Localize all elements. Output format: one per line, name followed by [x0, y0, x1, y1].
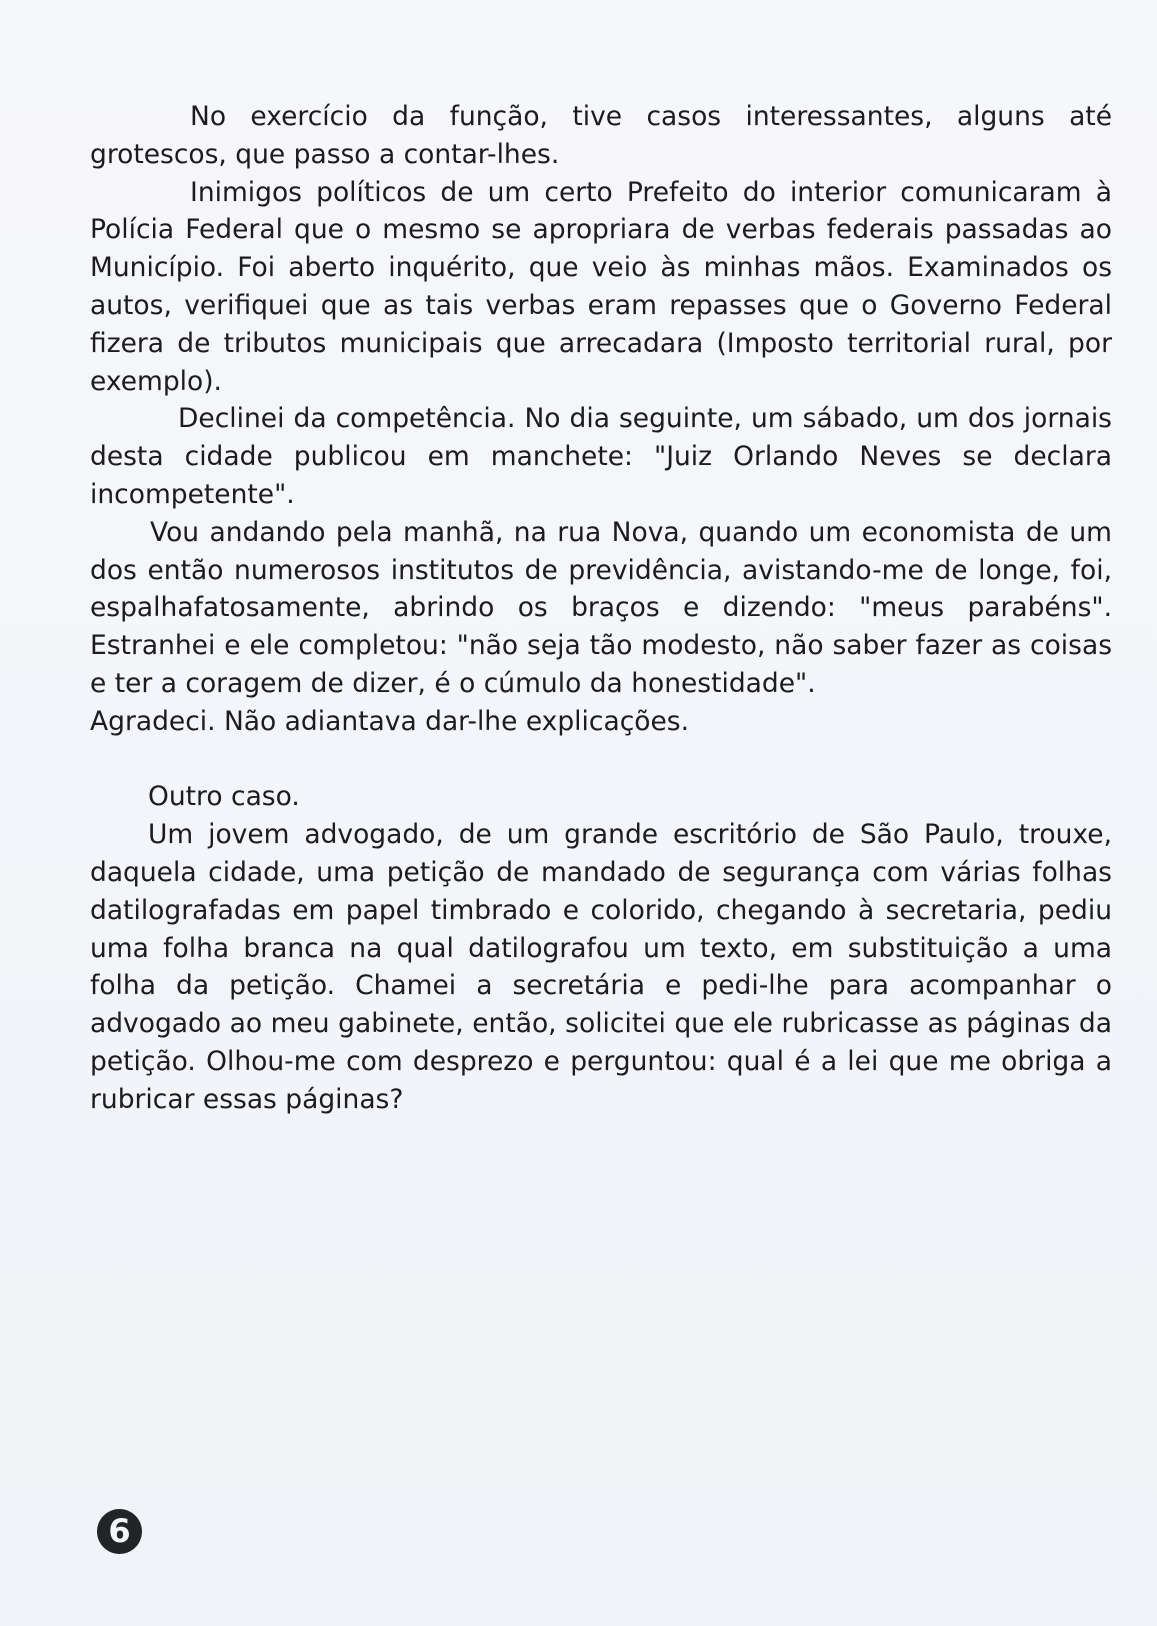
body-text	[90, 98, 1112, 1119]
paragraph-5: Agradeci. Não adiantava dar-lhe explicações.	[90, 705, 690, 737]
page-number-badge: 6	[97, 1509, 142, 1554]
paragraph-spacer	[90, 741, 1112, 779]
paragraph-3: Declinei da competência. No dia seguinte, um sábado, um dos jornais desta cidade publicou em manchete: "Juiz Orlando Neves se declara incompetente".	[90, 403, 1112, 510]
paragraph-4: Vou andando pela manhã, na rua Nova, quando um economista de um dos então numerosos institutos de previdência, avistando-me de longe, foi, espalhafatosamente, abrindo os braços e dizendo: "meus parabéns". Estranhei e ele completou: "não seja tão modesto, não saber fazer as coisas e ter a coragem de dizer, é o cúmulo da honestidade".	[90, 516, 1112, 699]
paragraph-7: Um jovem advogado, de um grande escritório de São Paulo, trouxe, daquela cidade, uma petição de mandado de segurança com várias folhas datilografadas em papel timbrado e colorido, chegando à secretaria, pediu uma folha branca na qual datilografou um texto, em substituição a uma folha da petição. Chamei a secretária e pedi-lhe para acompanhar o advogado ao meu gabinete, então, solicitei que ele rubricasse as páginas da petição. Olhou-me com desprezo e perguntou: qual é a lei que me obriga a rubricar essas páginas?	[90, 819, 1112, 1115]
paragraph-1: No exercício da função, tive casos interessantes, alguns até grotescos, que passo a contar-lhes.	[90, 101, 1112, 170]
paragraph-6: Outro caso.	[148, 781, 300, 813]
paragraph-2: Inimigos políticos de um certo Prefeito do interior comunicaram à Polícia Federal que o mesmo se apropriara de verbas federais passadas ao Município. Foi aberto inquérito, que veio às minhas mãos. Examinados os autos, verifiquei que as tais verbas eram repasses que o Governo Federal fizera de tributos municipais que arrecadara (Imposto territorial rural, por exemplo).	[90, 176, 1112, 397]
